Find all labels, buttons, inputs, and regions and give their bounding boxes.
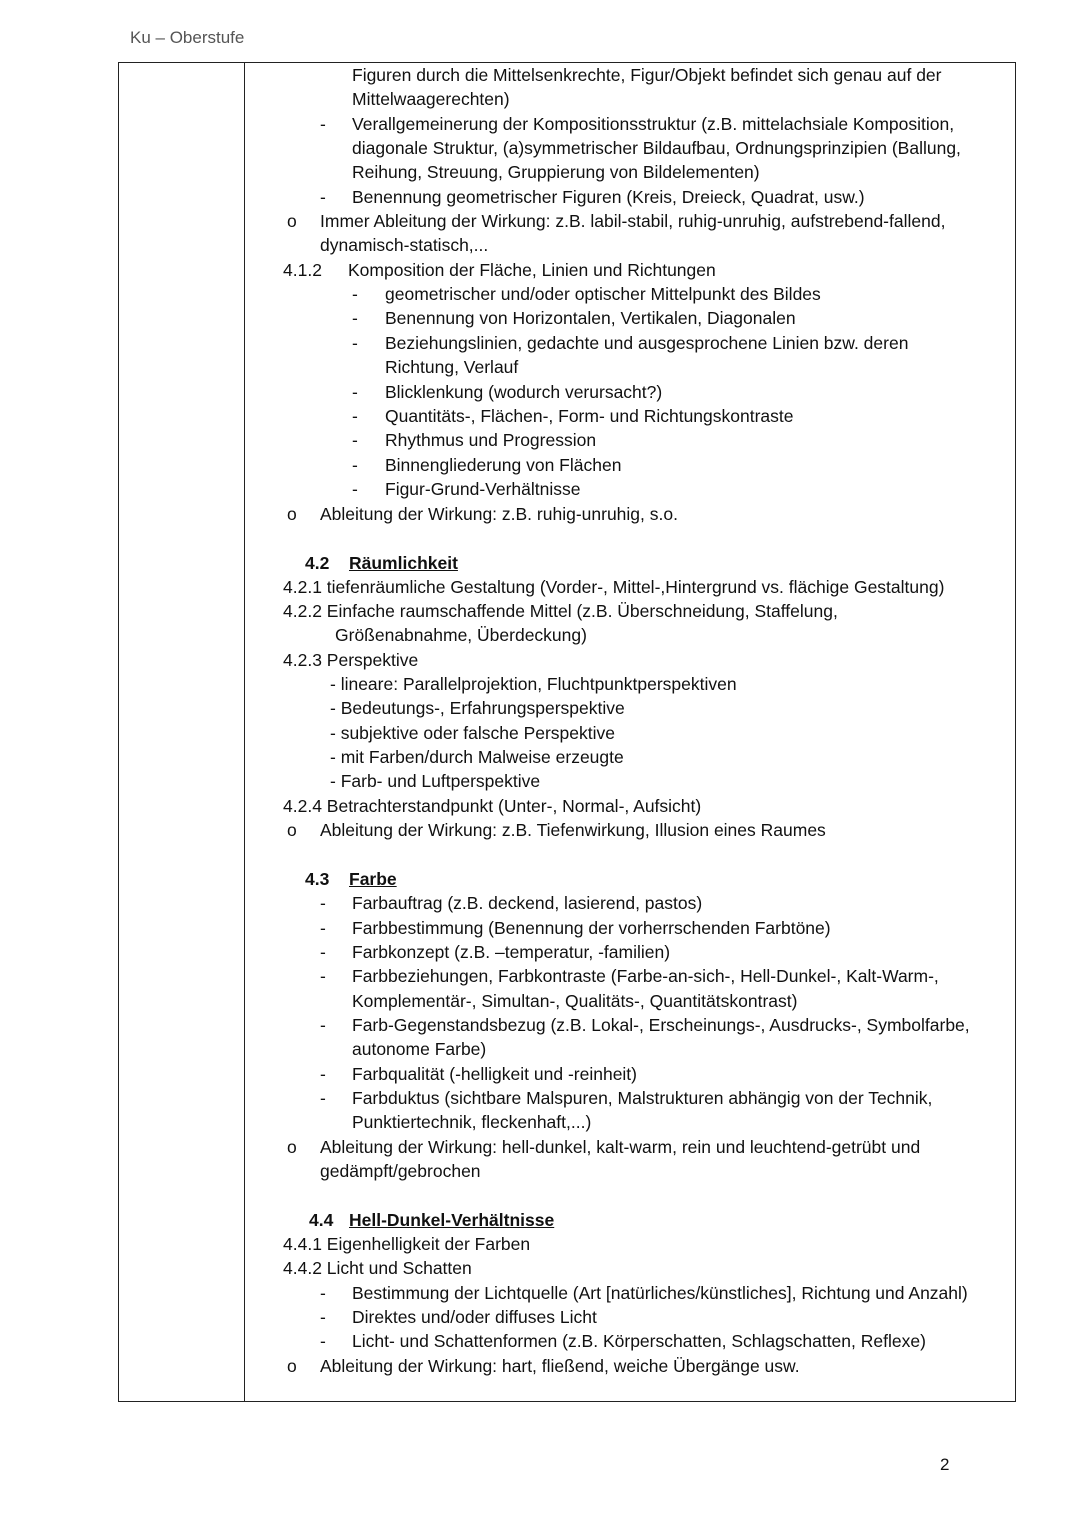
list-dash: -: [320, 942, 326, 962]
text-line: - Farb- und Luftperspektive: [330, 771, 541, 791]
list-dash: -: [352, 430, 358, 450]
bullet-circle: o: [287, 1137, 297, 1157]
bullet-circle: o: [287, 820, 297, 840]
text-line: - mit Farben/durch Malweise erzeugte: [330, 747, 624, 767]
text-line: Figuren durch die Mittelsenkrechte, Figur/Objekt befindet sich genau auf der: [352, 65, 942, 85]
text-line: Rhythmus und Progression: [385, 430, 597, 450]
text-line: Ableitung der Wirkung: hell-dunkel, kalt-warm, rein und leuchtend-getrübt und: [320, 1137, 921, 1157]
list-dash: -: [352, 308, 358, 328]
section-heading: Räumlichkeit: [349, 553, 458, 573]
text-line: Farbauftrag (z.B. deckend, lasierend, pastos): [352, 893, 703, 913]
bullet-circle: o: [287, 504, 297, 524]
section-heading-number: 4.2: [305, 553, 330, 573]
list-dash: -: [320, 114, 326, 134]
text-line: Ableitung der Wirkung: hart, fließend, weiche Übergänge usw.: [320, 1356, 800, 1376]
text-line: 4.2.2 Einfache raumschaffende Mittel (z.B. Überschneidung, Staffelung,: [283, 601, 838, 621]
section-heading-number: 4.4: [309, 1210, 334, 1230]
text-line: dynamisch-statisch,...: [320, 235, 489, 255]
text-line: 4.4.1 Eigenhelligkeit der Farben: [283, 1234, 531, 1254]
bullet-circle: o: [287, 1356, 297, 1376]
text-line: Farbkonzept (z.B. –temperatur, -familien): [352, 942, 671, 962]
section-title: Komposition der Fläche, Linien und Richtungen: [348, 260, 716, 280]
text-line: Immer Ableitung der Wirkung: z.B. labil-stabil, ruhig-unruhig, aufstrebend-fallend,: [320, 211, 946, 231]
section-number: 4.1.2: [283, 260, 322, 280]
text-line: 4.4.2 Licht und Schatten: [283, 1258, 472, 1278]
text-line: autonome Farbe): [352, 1039, 487, 1059]
section-heading-number: 4.3: [305, 869, 330, 889]
text-line: Licht- und Schattenformen (z.B. Körperschatten, Schlagschatten, Reflexe): [352, 1331, 926, 1351]
list-dash: -: [320, 918, 326, 938]
text-line: - Bedeutungs-, Erfahrungsperspektive: [330, 698, 625, 718]
list-dash: -: [320, 187, 326, 207]
text-line: Farbbeziehungen, Farbkontraste (Farbe-an-sich-, Hell-Dunkel-, Kalt-Warm-,: [352, 966, 939, 986]
text-line: Farb-Gegenstandsbezug (z.B. Lokal-, Erscheinungs-, Ausdrucks-, Symbolfarbe,: [352, 1015, 970, 1035]
text-line: Benennung geometrischer Figuren (Kreis, Dreieck, Quadrat, usw.): [352, 187, 865, 207]
text-line: Direktes und/oder diffuses Licht: [352, 1307, 597, 1327]
bullet-circle: o: [287, 211, 297, 231]
section-heading: Farbe: [349, 869, 397, 889]
list-dash: -: [352, 382, 358, 402]
text-line: - subjektive oder falsche Perspektive: [330, 723, 615, 743]
text-line: geometrischer und/oder optischer Mittelpunkt des Bildes: [385, 284, 821, 304]
list-dash: -: [320, 1331, 326, 1351]
text-line: Farbduktus (sichtbare Malspuren, Malstrukturen abhängig von der Technik,: [352, 1088, 933, 1108]
text-line: Binnengliederung von Flächen: [385, 455, 622, 475]
list-dash: -: [320, 893, 326, 913]
text-line: Verallgemeinerung der Kompositionsstruktur (z.B. mittelachsiale Komposition,: [352, 114, 955, 134]
list-dash: -: [352, 333, 358, 353]
list-dash: -: [352, 406, 358, 426]
text-line: diagonale Struktur, (a)symmetrischer Bildaufbau, Ordnungsprinzipien (Ballung,: [352, 138, 961, 158]
list-dash: -: [352, 455, 358, 475]
text-line: Mittelwaagerechten): [352, 89, 510, 109]
text-line: Komplementär-, Simultan-, Qualitäts-, Quantitätskontrast): [352, 991, 798, 1011]
text-line: Benennung von Horizontalen, Vertikalen, Diagonalen: [385, 308, 796, 328]
page-number: 2: [940, 1455, 950, 1474]
text-line: Bestimmung der Lichtquelle (Art [natürliches/künstliches], Richtung und Anzahl): [352, 1283, 968, 1303]
list-dash: -: [352, 284, 358, 304]
text-line: Beziehungslinien, gedachte und ausgesprochene Linien bzw. deren: [385, 333, 909, 353]
list-dash: -: [320, 1015, 326, 1035]
text-line: Richtung, Verlauf: [385, 357, 519, 377]
text-line: Farbqualität (-helligkeit und -reinheit): [352, 1064, 637, 1084]
text-line: 4.2.1 tiefenräumliche Gestaltung (Vorder-, Mittel-,Hintergrund vs. flächige Gestaltung): [283, 577, 945, 597]
list-dash: -: [320, 1064, 326, 1084]
text-line: gedämpft/gebrochen: [320, 1161, 481, 1181]
text-line: 4.2.4 Betrachterstandpunkt (Unter-, Normal-, Aufsicht): [283, 796, 702, 816]
column-divider: [244, 63, 245, 1401]
text-line: Größenabnahme, Überdeckung): [335, 625, 587, 645]
page-header: Ku – Oberstufe: [130, 28, 245, 47]
text-line: Quantitäts-, Flächen-, Form- und Richtungskontraste: [385, 406, 794, 426]
text-line: Reihung, Streuung, Gruppierung von Bildelementen): [352, 162, 760, 182]
list-dash: -: [320, 1088, 326, 1108]
text-line: Blicklenkung (wodurch verursacht?): [385, 382, 663, 402]
text-line: Ableitung der Wirkung: z.B. Tiefenwirkung, Illusion eines Raumes: [320, 820, 826, 840]
list-dash: -: [320, 966, 326, 986]
text-line: Ableitung der Wirkung: z.B. ruhig-unruhig, s.o.: [320, 504, 678, 524]
list-dash: -: [352, 479, 358, 499]
list-dash: -: [320, 1307, 326, 1327]
text-line: 4.2.3 Perspektive: [283, 650, 419, 670]
text-line: Farbbestimmung (Benennung der vorherrschenden Farbtöne): [352, 918, 831, 938]
text-line: - lineare: Parallelprojektion, Fluchtpunktperspektiven: [330, 674, 737, 694]
text-line: Figur-Grund-Verhältnisse: [385, 479, 581, 499]
list-dash: -: [320, 1283, 326, 1303]
section-heading: Hell-Dunkel-Verhältnisse: [349, 1210, 555, 1230]
text-line: Punktiertechnik, fleckenhaft,...): [352, 1112, 592, 1132]
